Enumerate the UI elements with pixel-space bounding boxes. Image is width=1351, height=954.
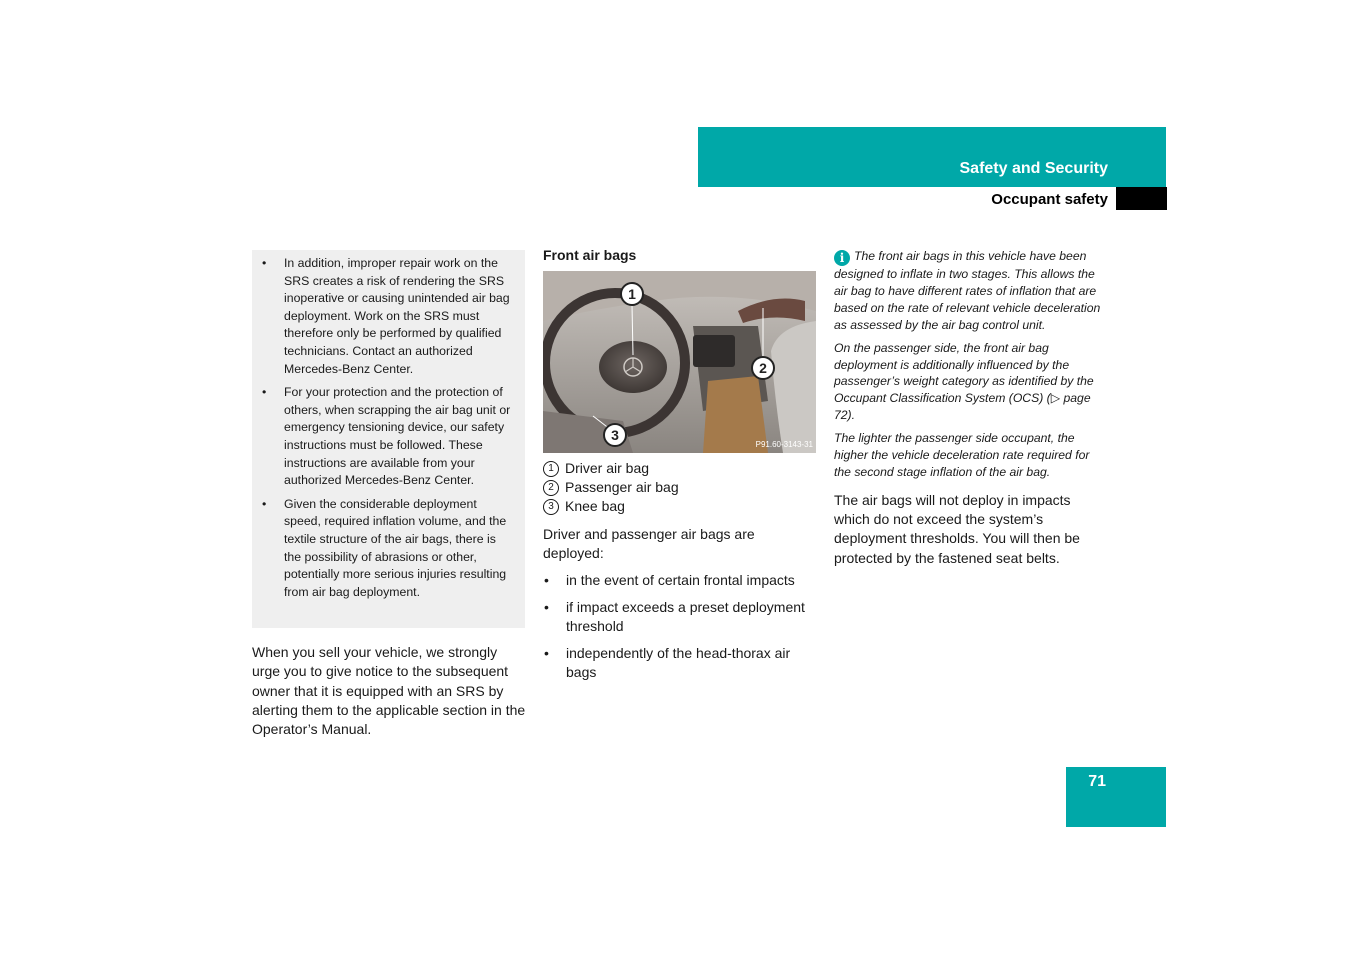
legend-label: Driver air bag <box>565 460 650 476</box>
warning-list <box>252 250 525 601</box>
legend-item <box>543 497 818 516</box>
deployment-threshold-paragraph: The air bags will not deploy in impacts which do not exceed the system’s deployment thresholds. You will then be protected by the fastened seat belts. <box>834 491 1080 566</box>
page-number-box <box>1066 767 1166 827</box>
bullet: • <box>262 496 267 511</box>
info-note-1 <box>834 248 1109 334</box>
warning-item <box>262 384 515 490</box>
legend-number: 2 <box>543 480 559 496</box>
bullet: • <box>262 385 267 400</box>
page-number: 71 <box>1088 773 1106 790</box>
airbag-legend <box>543 459 818 516</box>
warning-text: Given the considerable deployment speed, required inflation volume, and the textile structure of the air bags, there is the possibility of abrasions or other, potentially more serious injuries resulting from air bag deployment. <box>284 496 507 599</box>
legend-item <box>543 459 818 478</box>
subsection-title: Occupant safety <box>991 191 1108 208</box>
svg-text:2: 2 <box>759 360 767 376</box>
callout-1 <box>621 283 643 305</box>
condition-item <box>543 644 818 683</box>
warning-text: In addition, improper repair work on the SRS creates a risk of rendering the SRS inoperative or causing unintended air bag deployment. Work on the SRS must therefore only be performed by qualified technicians. Contact an authorized Mercedes-Benz Center. <box>284 256 510 376</box>
info-column <box>834 248 1109 568</box>
bullet: • <box>262 256 267 270</box>
bullet: • <box>544 598 549 615</box>
warning-box <box>252 250 525 628</box>
legend-label: Passenger air bag <box>565 479 679 495</box>
callout-2 <box>752 357 774 379</box>
warning-item <box>262 496 515 602</box>
info-note-3 <box>834 430 1109 481</box>
sell-vehicle-paragraph: When you sell your vehicle, we strongly urge you to give notice to the subsequent owner that it is equipped with an SRS by alerting them to the applicable section in the Operator’s Manual. <box>252 644 526 738</box>
info-text: On the passenger side, the front air bag deployment is additionally influenced by the passenger’s weight category as identified by the Occupant Classification System (OCS) (▷ page 72). <box>834 340 1094 423</box>
condition-item <box>543 598 818 637</box>
front-airbags-section <box>543 246 818 690</box>
condition-item <box>543 571 818 591</box>
svg-text:3: 3 <box>611 427 619 443</box>
info-note-2 <box>834 340 1109 425</box>
dashboard-airbag-photo <box>543 271 816 453</box>
svg-text:1: 1 <box>628 286 636 302</box>
info-text: The lighter the passenger side occupant, the higher the vehicle deceleration rate required for the second stage inflation of the air bag. <box>834 431 1090 479</box>
bullet: • <box>544 644 549 661</box>
image-code: P91.60-3143-31 <box>755 440 813 449</box>
section-title: Safety and Security <box>959 160 1108 177</box>
section-marker-tab <box>1116 187 1167 210</box>
bullet: • <box>544 572 549 588</box>
condition-text: independently of the head-thorax air bags <box>566 644 791 680</box>
info-icon: i <box>834 250 850 266</box>
legend-label: Knee bag <box>565 498 625 514</box>
header-band <box>698 127 1166 187</box>
callout-3 <box>604 424 626 446</box>
deployment-conditions <box>543 571 818 683</box>
legend-item <box>543 478 818 497</box>
front-airbags-heading: Front air bags <box>543 247 637 263</box>
info-text: The front air bags in this vehicle have been designed to inflate in two stages. This allows the air bag to have different rates of inflation that are based on the rate of relevant vehicle deceleration as assessed by the air bag control unit. <box>834 249 1101 332</box>
warning-text: For your protection and the protection of others, when scrapping the air bag unit or emergency tensioning device, our safety instructions must be followed. These instructions are available from your authorized Mercedes-Benz Center. <box>284 385 511 488</box>
condition-text: in the event of certain frontal impacts <box>566 572 795 588</box>
nav-screen <box>693 335 735 367</box>
legend-number: 3 <box>543 499 559 515</box>
warning-item <box>262 255 515 378</box>
legend-number: 1 <box>543 461 559 477</box>
condition-text: if impact exceeds a preset deployment threshold <box>566 598 805 634</box>
deployment-intro: Driver and passenger air bags are deployed: <box>543 526 755 561</box>
